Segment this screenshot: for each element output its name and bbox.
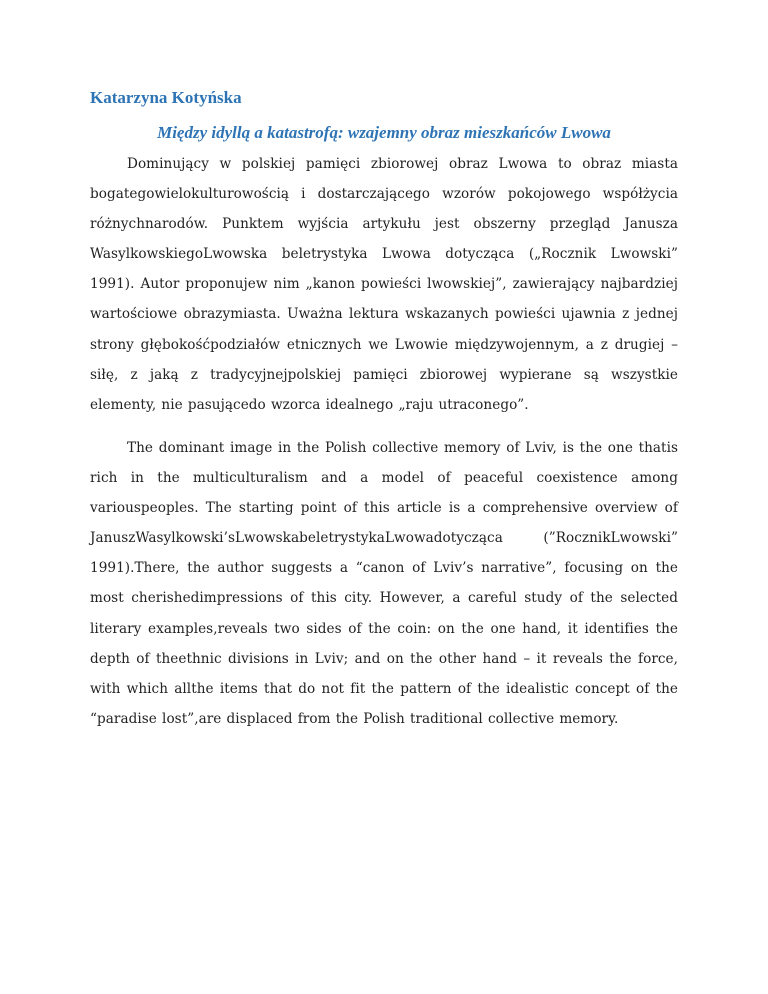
author-name: Katarzyna Kotyńska <box>90 88 242 107</box>
abstract-polish: Dominujący w polskiej pamięci zbiorowej obraz Lwowa to obraz miasta bogategowielokulturowością i dostarczającego wzorów pokojowego współżycia różnychnarodów. Punktem wyjścia artykułu jest obszerny przegląd Janusza WasylkowskiegoLwowska beletrystyka Lwowa dotycząca („Rocznik Lwowski” 1991). Autor proponujew nim „kanon powieści lwowskiej”, zawierający najbardziej wartościowe obrazymiasta. Uważna lektura wskazanych powieści ujawnia z jednej strony głębokośćpodziałów etnicznych we Lwowie międzywojennym, a z drugiej – siłę, z jaką z tradycyjnejpolskiej pamięci zbiorowej wypierane są wszystkie elementy, nie pasującedo wzorca idealnego „raju utraconego”. <box>90 156 678 413</box>
abstract-english: The dominant image in the Polish collective memory of Lviv, is the one thatis rich in the multiculturalism and a model of peaceful coexistence among variouspeoples. The starting point of this article is a comprehensive overview of JanuszWasylkowski’sLwowskabeletrystykaLwowadotycząca (”RocznikLwowski” 1991).There, the author suggests a “canon of Lviv’s narrative”, focusing on the most cherishedimpressions of this city. However, a careful study of the selected literary examples,reveals two sides of the coin: on the one hand, it identifies the depth of theethnic divisions in Lviv; and on the other hand – it reveals the force, with which allthe items that do not fit the pattern of the idealistic concept of the “paradise lost”,are displaced from the Polish traditional collective memory. <box>90 440 678 727</box>
article-title: Między idyllą a katastrofą: wzajemny obraz mieszkańców Lwowa <box>157 123 611 142</box>
